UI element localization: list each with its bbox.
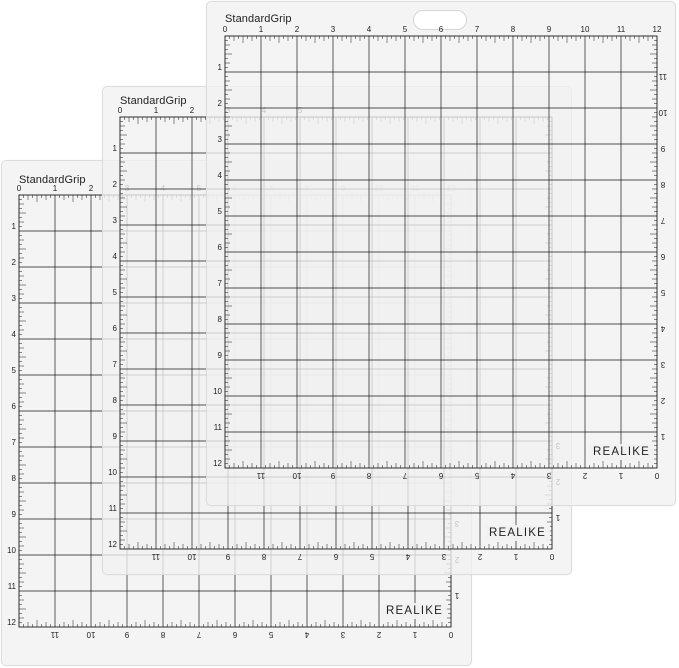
ruler-number-left: 9 xyxy=(112,432,117,441)
ruler-number-left: 2 xyxy=(11,258,16,267)
ruler-number-bottom: 8 xyxy=(366,471,372,480)
ruler-number-right: 1 xyxy=(454,591,460,600)
ruler-number-bottom: 0 xyxy=(654,471,660,480)
ruler-number-bottom: 4 xyxy=(405,552,411,561)
ruler-number-bottom: 5 xyxy=(369,552,375,561)
ruler-number-right: 3 xyxy=(660,360,666,369)
mat-grid xyxy=(207,2,675,505)
ruler-number-left: 8 xyxy=(112,396,117,405)
ruler-number-left: 4 xyxy=(11,330,16,339)
ruler-number-left: 1 xyxy=(11,222,16,231)
ruler-number-top: 1 xyxy=(153,106,159,115)
ruler-number-bottom: 3 xyxy=(546,471,552,480)
ruler-number-right: 10 xyxy=(658,108,668,117)
ruler-number-right: 9 xyxy=(660,144,666,153)
ruler-number-left: 7 xyxy=(112,360,117,369)
ruler-number-bottom: 11 xyxy=(151,552,161,561)
ruler-number-left: 6 xyxy=(217,243,222,252)
ruler-number-right: 6 xyxy=(660,252,666,261)
ruler-number-bottom: 4 xyxy=(510,471,516,480)
ruler-number-left: 5 xyxy=(217,207,222,216)
ruler-number-left: 11 xyxy=(7,582,16,591)
ruler-number-left: 10 xyxy=(108,468,117,477)
ruler-number-left: 4 xyxy=(217,171,222,180)
ruler-number-left: 10 xyxy=(213,387,222,396)
ruler-number-left: 3 xyxy=(217,135,222,144)
ruler-number-bottom: 7 xyxy=(196,630,202,639)
ruler-number-left: 1 xyxy=(112,144,117,153)
ruler-number-bottom: 1 xyxy=(513,552,519,561)
ruler-number-top: 0 xyxy=(222,25,228,34)
ruler-number-right: 7 xyxy=(660,216,666,225)
ruler-number-left: 11 xyxy=(213,423,222,432)
ruler-number-bottom: 2 xyxy=(477,552,483,561)
cutting-mat-back xyxy=(206,1,676,506)
ruler-number-right: 1 xyxy=(660,432,666,441)
ruler-number-top: 1 xyxy=(52,184,58,193)
mat-brand-label: StandardGrip xyxy=(120,95,187,107)
ruler-number-top: 3 xyxy=(330,25,336,34)
ruler-number-top: 0 xyxy=(117,106,123,115)
ruler-number-left: 2 xyxy=(112,180,117,189)
ruler-number-bottom: 2 xyxy=(582,471,588,480)
ruler-number-top: 8 xyxy=(510,25,516,34)
ruler-number-bottom: 2 xyxy=(376,630,382,639)
ruler-number-bottom: 8 xyxy=(261,552,267,561)
ruler-number-top: 2 xyxy=(294,25,300,34)
ruler-number-top: 7 xyxy=(474,25,480,34)
ruler-number-bottom: 4 xyxy=(304,630,310,639)
ruler-number-right: 2 xyxy=(660,396,666,405)
ruler-number-left: 3 xyxy=(11,294,16,303)
ruler-number-bottom: 6 xyxy=(232,630,238,639)
ruler-number-right: 5 xyxy=(660,288,666,297)
ruler-number-top: 1 xyxy=(258,25,264,34)
ruler-number-left: 10 xyxy=(7,546,16,555)
ruler-number-bottom: 6 xyxy=(333,552,339,561)
ruler-number-bottom: 10 xyxy=(86,630,96,639)
ruler-number-right: 4 xyxy=(660,324,666,333)
ruler-number-top: 9 xyxy=(546,25,552,34)
ruler-number-right: 8 xyxy=(660,180,666,189)
ruler-number-left: 8 xyxy=(11,474,16,483)
ruler-number-bottom: 7 xyxy=(402,471,408,480)
ruler-number-bottom: 11 xyxy=(50,630,60,639)
ruler-number-bottom: 1 xyxy=(618,471,624,480)
ruler-number-left: 5 xyxy=(112,288,117,297)
ruler-number-bottom: 7 xyxy=(297,552,303,561)
ruler-number-left: 2 xyxy=(217,99,222,108)
ruler-number-left: 12 xyxy=(213,459,222,468)
ruler-number-bottom: 5 xyxy=(474,471,480,480)
mat-brand-label: StandardGrip xyxy=(225,13,292,25)
ruler-number-right: 1 xyxy=(555,513,561,522)
mat-logo-text: REALIKE xyxy=(485,525,550,541)
ruler-number-bottom: 9 xyxy=(330,471,336,480)
ruler-number-bottom: 3 xyxy=(441,552,447,561)
ruler-number-bottom: 3 xyxy=(340,630,346,639)
ruler-number-left: 11 xyxy=(108,504,117,513)
mat-logo-text: REALIKE xyxy=(382,603,447,619)
ruler-number-left: 3 xyxy=(112,216,117,225)
ruler-number-top: 6 xyxy=(438,25,444,34)
ruler-number-bottom: 6 xyxy=(438,471,444,480)
ruler-number-top: 12 xyxy=(652,25,662,34)
ruler-number-top: 2 xyxy=(189,106,195,115)
ruler-number-bottom: 9 xyxy=(225,552,231,561)
ruler-number-bottom: 0 xyxy=(448,630,454,639)
ruler-number-top: 0 xyxy=(16,184,22,193)
ruler-number-left: 9 xyxy=(11,510,16,519)
ruler-number-top: 5 xyxy=(402,25,408,34)
ruler-number-left: 6 xyxy=(11,402,16,411)
ruler-number-bottom: 9 xyxy=(124,630,130,639)
ruler-number-bottom: 1 xyxy=(412,630,418,639)
mat-logo-text: REALIKE xyxy=(589,444,654,460)
ruler-number-right: 11 xyxy=(658,72,668,81)
ruler-number-left: 12 xyxy=(7,618,16,627)
ruler-number-left: 9 xyxy=(217,351,222,360)
ruler-number-bottom: 10 xyxy=(187,552,197,561)
ruler-number-bottom: 10 xyxy=(292,471,302,480)
ruler-number-top: 11 xyxy=(616,25,626,34)
ruler-number-left: 8 xyxy=(217,315,222,324)
mat-brand-label: StandardGrip xyxy=(19,174,86,186)
ruler-number-bottom: 0 xyxy=(549,552,555,561)
ruler-number-top: 2 xyxy=(88,184,94,193)
ruler-number-left: 1 xyxy=(217,63,222,72)
ruler-number-bottom: 5 xyxy=(268,630,274,639)
ruler-number-left: 5 xyxy=(11,366,16,375)
ruler-number-top: 10 xyxy=(580,25,590,34)
ruler-number-left: 6 xyxy=(112,324,117,333)
ruler-number-bottom: 11 xyxy=(256,471,266,480)
ruler-number-left: 7 xyxy=(217,279,222,288)
ruler-number-left: 4 xyxy=(112,252,117,261)
ruler-number-left: 12 xyxy=(108,540,117,549)
ruler-number-bottom: 8 xyxy=(160,630,166,639)
ruler-number-top: 4 xyxy=(366,25,372,34)
ruler-number-left: 7 xyxy=(11,438,16,447)
